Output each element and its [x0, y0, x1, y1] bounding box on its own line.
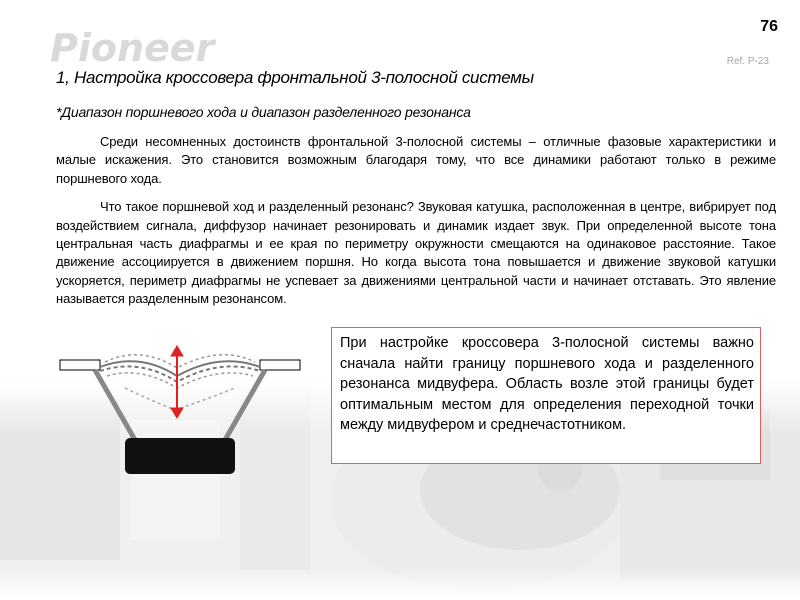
- page-subtitle: *Диапазон поршневого хода и диапазон разделенного резонанса: [56, 104, 471, 120]
- speaker-cone: [100, 361, 260, 376]
- speaker-magnet: [125, 438, 235, 474]
- speaker-diagram: [55, 340, 315, 480]
- callout-box: [331, 327, 761, 464]
- body-text: [56, 133, 776, 319]
- page-number: 76: [760, 18, 778, 35]
- reference-code: Ref. P-23: [726, 56, 769, 67]
- callout-text: При настройке кроссовера 3-полосной системы важно сначала найти границу поршневого хода и разделенного резонанса мидвуфера. Область возле этой границы будет оптимальным местом для определения переходной точки между мидвуфером и среднечастотником.: [340, 335, 754, 434]
- page-title: 1, Настройка кроссовера фронтальной 3-полосной системы: [56, 68, 534, 87]
- paragraph: Что такое поршневой ход и разделенный резонанс? Звуковая катушка, расположенная в центре, вибрирует под воздействием сигнала, диффузор начинает резонировать и динамик издает звук. При определенной высоте тона центральная часть диафрагмы и ее края по периметру окружности смещаются на одинаковое расстояние. Такое движение ассоциируется в движением поршня. Но когда высота тона повышается и движение звуковой катушки ускоряется, периметр диафрагмы не успевает за движениями центральной части и начинает отставать. Это явление называется разделенным резонансом.: [56, 199, 776, 307]
- speaker-surround-right: [260, 360, 300, 370]
- brand-logo: Pioneer: [50, 26, 215, 70]
- speaker-surround-left: [60, 360, 100, 370]
- paragraph: Среди несомненных достоинств фронтальной 3-полосной системы – отличные фазовые характеристики и малые искажения. Это становится возможным благодаря тому, что все динамики работают только в режиме поршневого хода.: [56, 134, 776, 186]
